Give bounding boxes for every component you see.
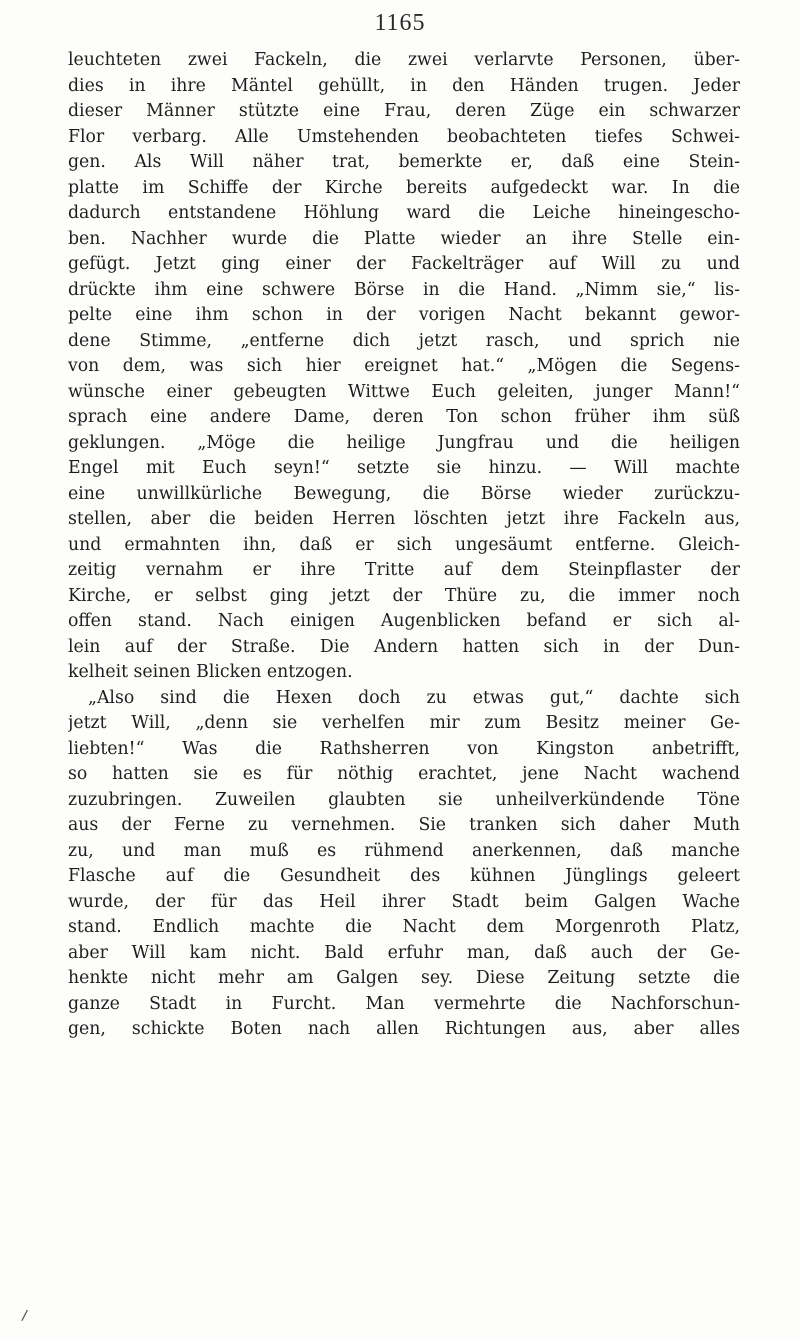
text-line: pelte eine ihm schon in der vorigen Nacht bekannt gewor- <box>68 305 740 325</box>
text-line: liebten!“ Was die Rathsherren von Kingston anbetrifft, <box>68 738 740 759</box>
text-line: platte im Schiffe der Kirche bereits aufgedeckt war. In die <box>68 177 740 198</box>
text-line: dieser Männer stützte eine Frau, deren Züge ein schwarzer <box>68 101 740 121</box>
corner-mark: / <box>20 1307 29 1326</box>
text-line: Flor verbarg. Alle Umstehenden beobachteten tiefes Schwei- <box>68 126 740 147</box>
text-line: stand. Endlich machte die Nacht dem Morgenroth Platz, <box>68 917 740 937</box>
body-text <box>68 48 740 1043</box>
text-line: stellen, aber die beiden Herren löschten jetzt ihre Fackeln aus, <box>68 509 740 529</box>
text-line: und ermahnten ihn, daß er sich ungesäumt entferne. Gleich- <box>68 534 740 555</box>
text-line: so hatten sie es für nöthig erachtet, jene Nacht wachend <box>68 764 740 784</box>
text-line: zuzubringen. Zuweilen glaubten sie unheilverkündende Töne <box>68 789 740 810</box>
text-line: wünsche einer gebeugten Wittwe Euch geleiten, junger Mann!“ <box>68 381 740 402</box>
text-line: Engel mit Euch seyn!“ setzte sie hinzu. — Will machte <box>68 458 740 478</box>
text-line: leuchteten zwei Fackeln, die zwei verlarvte Personen, über- <box>68 50 740 70</box>
paragraph-end-line: kelheit seinen Blicken entzogen. <box>68 662 353 682</box>
text-line: sprach eine andere Dame, deren Ton schon früher ihm süß <box>68 407 740 427</box>
text-line: aus der Ferne zu vernehmen. Sie tranken sich daher Muth <box>68 815 740 835</box>
text-line: zeitig vernahm er ihre Tritte auf dem Steinpflaster der <box>68 560 740 580</box>
text-line: dene Stimme, „entferne dich jetzt rasch, und sprich nie <box>68 330 740 351</box>
text-line: drückte ihm eine schwere Börse in die Hand. „Nimm sie,“ lis- <box>68 279 740 300</box>
text-line: dies in ihre Mäntel gehüllt, in den Händen trugen. Jeder <box>68 75 740 96</box>
text-line: eine unwillkürliche Bewegung, die Börse wieder zurückzu- <box>68 483 740 504</box>
text-line: dadurch entstandene Höhlung ward die Leiche hineingescho- <box>68 203 740 223</box>
text-line: geklungen. „Möge die heilige Jungfrau und die heiligen <box>68 432 740 453</box>
text-line: jetzt Will, „denn sie verhelfen mir zum Besitz meiner Ge- <box>68 713 740 733</box>
text-line: gen. Als Will näher trat, bemerkte er, daß eine Stein- <box>68 152 740 172</box>
text-line: Flasche auf die Gesundheit des kühnen Jünglings geleert <box>68 866 740 886</box>
text-line: wurde, der für das Heil ihrer Stadt beim Galgen Wache <box>68 891 740 912</box>
text-line: gefügt. Jetzt ging einer der Fackelträger auf Will zu und <box>68 254 740 274</box>
text-line: henkte nicht mehr am Galgen sey. Diese Zeitung setzte die <box>68 968 740 988</box>
paragraph-start-line: „Also sind die Hexen doch zu etwas gut,“ dachte sich <box>88 687 740 708</box>
text-line: aber Will kam nicht. Bald erfuhr man, daß auch der Ge- <box>68 942 740 963</box>
text-line: lein auf der Straße. Die Andern hatten sich in der Dun- <box>68 636 740 657</box>
text-line: ben. Nachher wurde die Platte wieder an ihre Stelle ein- <box>68 228 740 249</box>
text-line: gen, schickte Boten nach allen Richtungen aus, aber alles <box>68 1019 740 1039</box>
text-line: zu, und man muß es rühmend anerkennen, daß manche <box>68 840 740 861</box>
text-line: ganze Stadt in Furcht. Man vermehrte die Nachforschun- <box>68 993 740 1014</box>
text-line: Kirche, er selbst ging jetzt der Thüre zu, die immer noch <box>68 585 740 606</box>
text-line: offen stand. Nach einigen Augenblicken befand er sich al- <box>68 611 740 631</box>
text-line: von dem, was sich hier ereignet hat.“ „Mögen die Segens- <box>68 356 740 376</box>
page-number: 1165 <box>374 10 426 36</box>
